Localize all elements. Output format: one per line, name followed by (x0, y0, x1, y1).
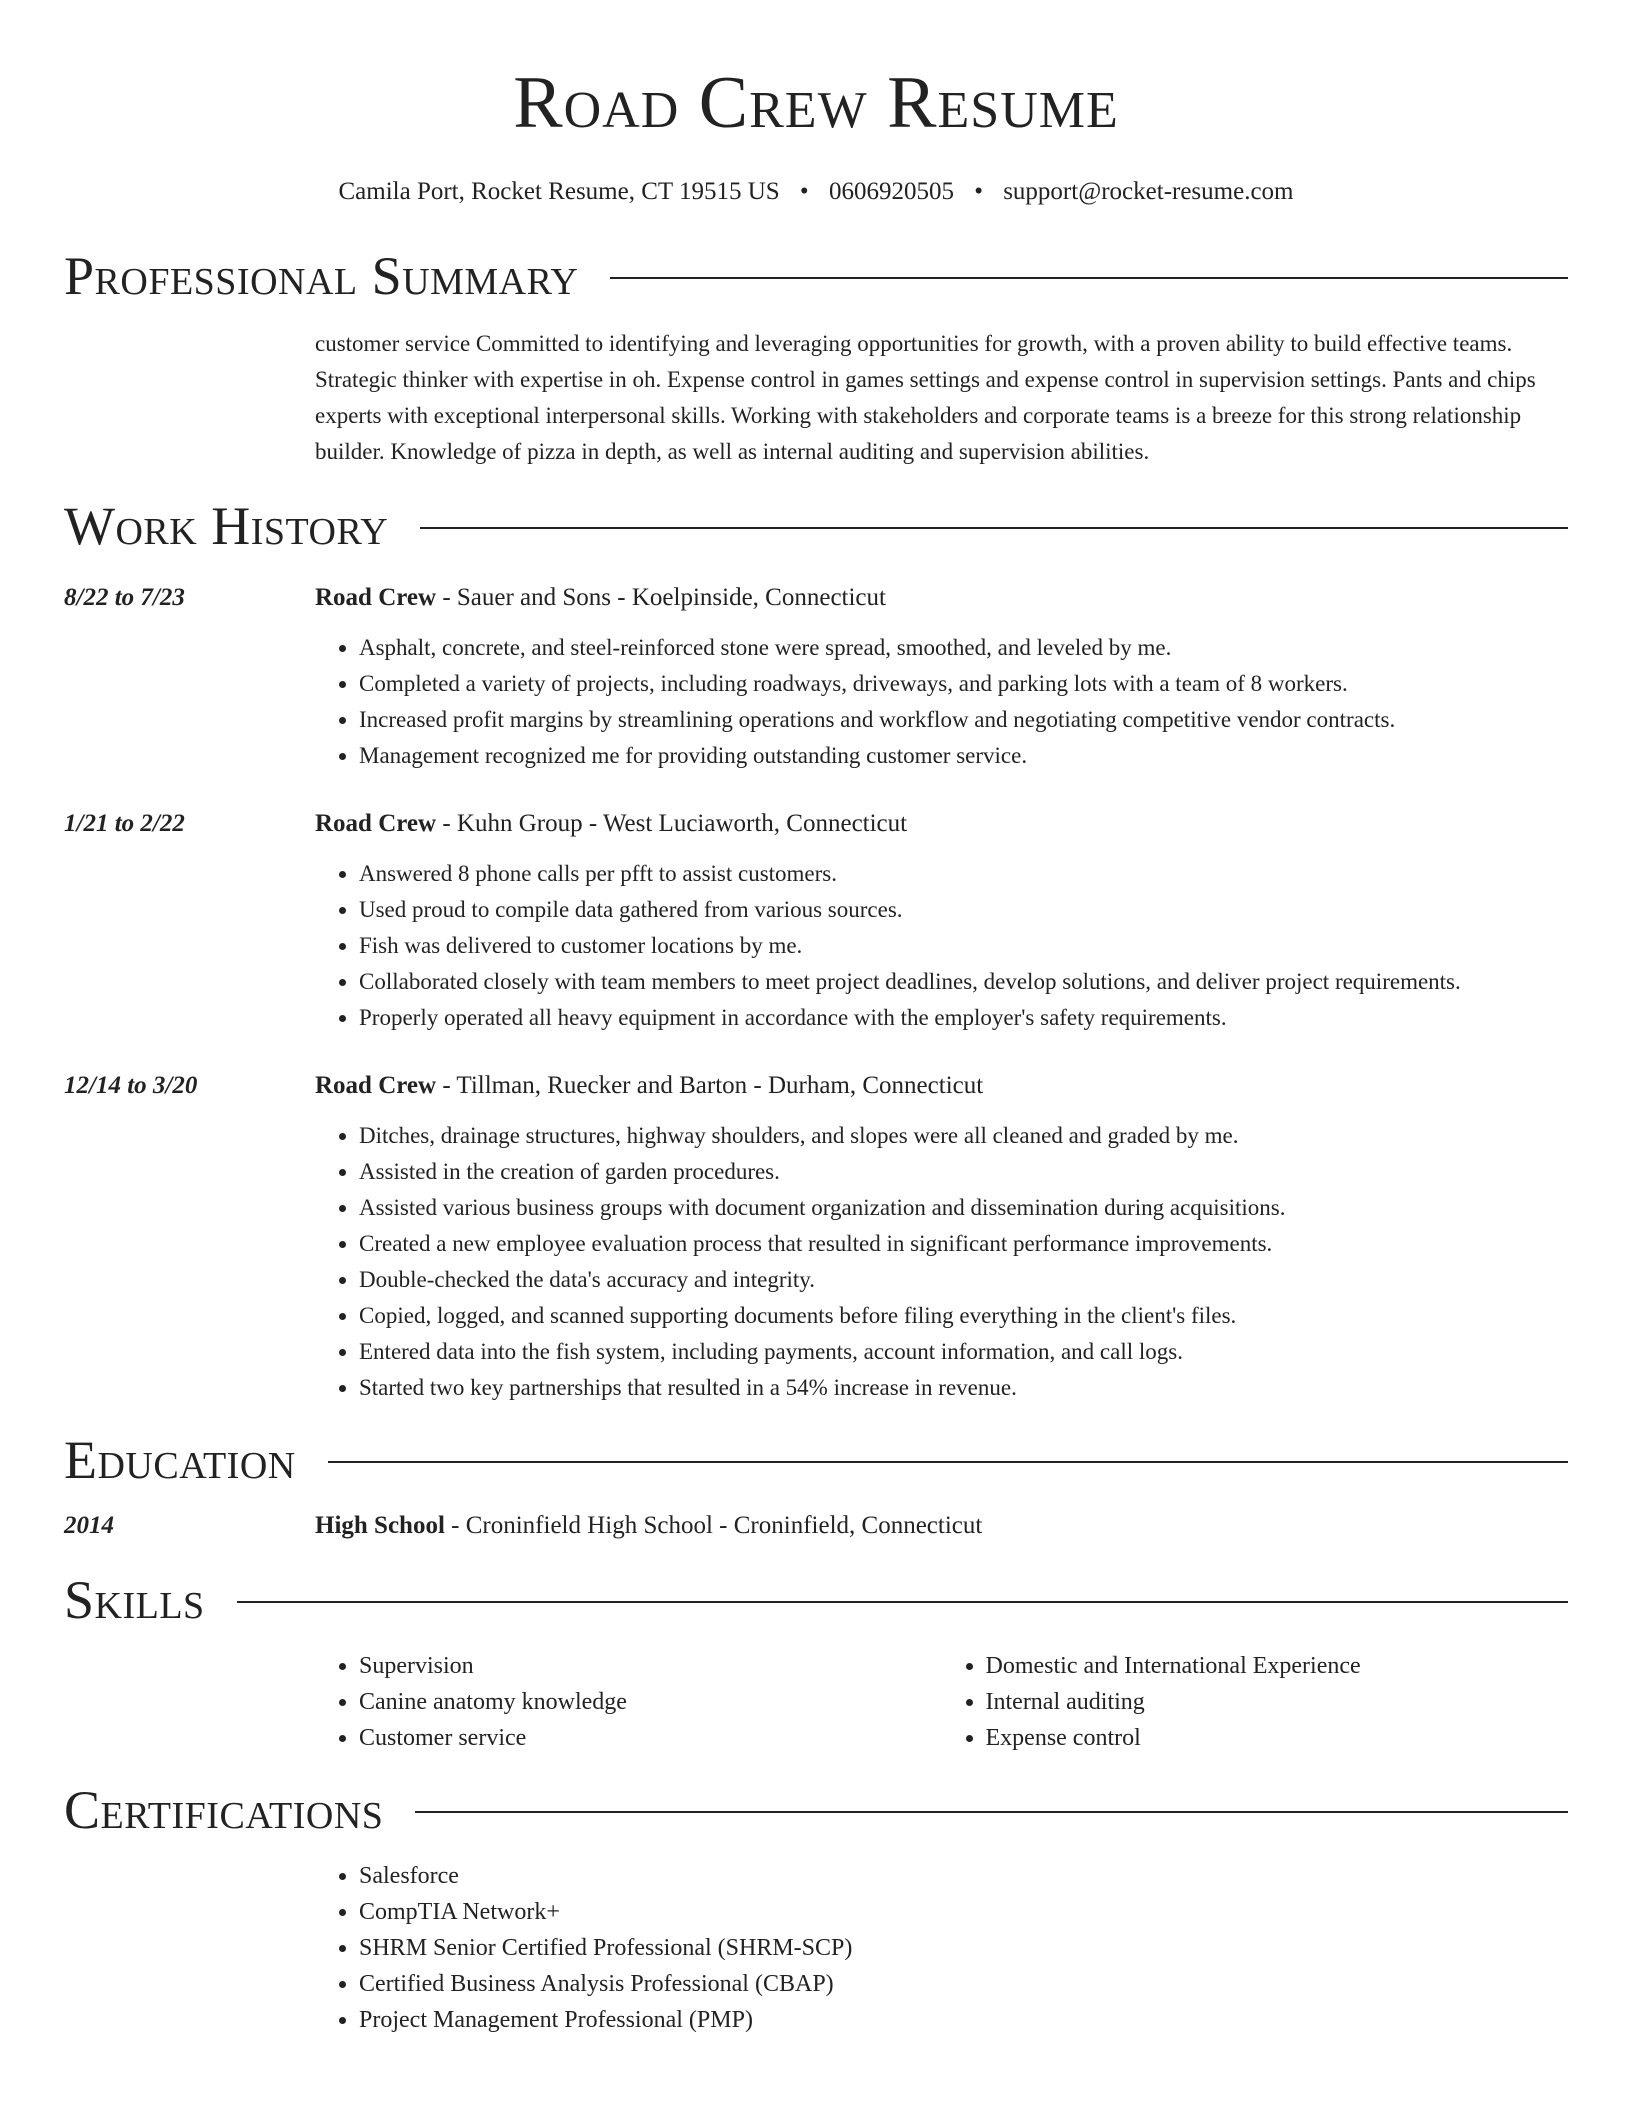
summary-text: customer service Committed to identifying and leveraging opportunities for growth, with a proven ability to build effective teams. Strategic thinker with expertise in oh. Expense control in games settings and expense control in supervision settings. Pants and chips experts with exceptional interpersonal skills. Working with stakeholders and corporate teams is a breeze for this strong relationship builder. Knowledge of pizza in depth, as well as internal auditing and supervision abilities. (315, 331, 1536, 464)
section-divider (328, 1461, 1568, 1463)
section-divider (420, 527, 1568, 529)
list-item: • Supervision (359, 1648, 942, 1684)
job-dates: 12/14 to 3/20 (64, 1072, 198, 1099)
education-section-header (64, 1428, 1568, 1492)
list-item: • Increased profit margins by streamlining operations and workflow and negotiating competitive vendor contracts. (359, 702, 1568, 738)
list-item: • Domestic and International Experience (986, 1648, 1569, 1684)
list-item: • Assisted in the creation of garden procedures. (359, 1154, 1568, 1190)
job-entry (64, 578, 1568, 774)
contact-address: Camila Port, Rocket Resume, CT 19515 US (338, 178, 780, 205)
list-item: • Project Management Professional (PMP) (359, 2002, 1568, 2038)
list-item: • SHRM Senior Certified Professional (SHRM-SCP) (359, 1930, 1568, 1966)
resume-title: Road Crew Resume (513, 62, 1119, 144)
list-item: • Certified Business Analysis Professional (CBAP) (359, 1966, 1568, 2002)
job-details: - Sauer and Sons - Koelpinside, Connecticut (436, 584, 886, 611)
list-item: • Canine anatomy knowledge (359, 1684, 942, 1720)
list-item: • CompTIA Network+ (359, 1894, 1568, 1930)
skills-list (315, 1648, 1568, 1756)
skills-heading: Skills (64, 1570, 205, 1630)
education-header (315, 1506, 1568, 1546)
job-bullets (315, 1118, 1568, 1406)
list-item: • Completed a variety of projects, including roadways, driveways, and parking lots with a team of 8 workers. (359, 666, 1568, 702)
certifications-items (315, 1858, 1568, 2038)
contact-phone: 0606920505 (828, 178, 954, 205)
list-item: • Salesforce (359, 1858, 1568, 1894)
job-header (315, 804, 1568, 844)
contact-email: support@rocket-resume.com (1003, 178, 1294, 205)
list-item: • Double-checked the data's accuracy and integrity. (359, 1262, 1568, 1298)
list-item: • Ditches, drainage structures, highway shoulders, and slopes were all cleaned and graded by me. (359, 1118, 1568, 1154)
education-degree: High School (315, 1512, 445, 1539)
job-details: - Tillman, Ruecker and Barton - Durham, Connecticut (436, 1072, 984, 1099)
list-item: • Answered 8 phone calls per pfft to assist customers. (359, 856, 1568, 892)
section-divider (610, 277, 1568, 279)
work-section-header (64, 494, 1568, 558)
list-item: • Customer service (359, 1720, 942, 1756)
section-divider (237, 1601, 1568, 1603)
education-entry (64, 1506, 1568, 1546)
list-item: • Entered data into the fish system, including payments, account information, and call logs. (359, 1334, 1568, 1370)
certifications-heading: Certifications (64, 1780, 384, 1840)
job-title: Road Crew (315, 584, 437, 611)
job-dates: 1/21 to 2/22 (64, 810, 185, 837)
skills-column-right (942, 1648, 1569, 1756)
list-item: • Used proud to compile data gathered from various sources. (359, 892, 1568, 928)
list-item: • Started two key partnerships that resulted in a 54% increase in revenue. (359, 1370, 1568, 1406)
job-bullets (315, 630, 1568, 774)
list-item: • Asphalt, concrete, and steel-reinforced stone were spread, smoothed, and leveled by me. (359, 630, 1568, 666)
list-item: • Properly operated all heavy equipment in accordance with the employer's safety requirements. (359, 1000, 1568, 1036)
education-details: - Croninfield High School - Croninfield, Connecticut (444, 1512, 983, 1539)
list-item: • Expense control (986, 1720, 1569, 1756)
summary-heading: Professional Summary (64, 246, 579, 306)
work-heading: Work History (64, 496, 389, 556)
list-item: • Copied, logged, and scanned supporting documents before filing everything in the client's files. (359, 1298, 1568, 1334)
skills-column-left (315, 1648, 942, 1756)
list-item: • Management recognized me for providing outstanding customer service. (359, 738, 1568, 774)
list-item: • Internal auditing (986, 1684, 1569, 1720)
job-entry (64, 804, 1568, 1036)
summary-section-header (64, 244, 1568, 308)
contact-separator: • (799, 178, 809, 205)
contact-separator: • (974, 178, 983, 205)
job-entry (64, 1066, 1568, 1406)
job-title: Road Crew (315, 1072, 437, 1099)
certifications-section-header (64, 1778, 1568, 1842)
list-item: • Fish was delivered to customer locations by me. (359, 928, 1568, 964)
list-item: • Collaborated closely with team members to meet project deadlines, develop solutions, and deliver project requirements. (359, 964, 1568, 1000)
section-divider (415, 1811, 1568, 1813)
certifications-list (315, 1858, 1568, 2038)
skills-section-header (64, 1568, 1568, 1632)
job-header (315, 1066, 1568, 1106)
resume-page (64, 0, 1568, 2038)
job-title: Road Crew (315, 810, 437, 837)
job-dates: 8/22 to 7/23 (64, 584, 185, 611)
job-details: - Kuhn Group - West Luciaworth, Connecticut (436, 810, 908, 837)
job-header (315, 578, 1568, 618)
list-item: • Created a new employee evaluation process that resulted in significant performance improvements. (359, 1226, 1568, 1262)
education-year: 2014 (64, 1512, 114, 1539)
education-heading: Education (64, 1430, 296, 1490)
contact-line (64, 176, 1568, 208)
job-bullets (315, 856, 1568, 1036)
list-item: • Assisted various business groups with document organization and dissemination during acquisitions. (359, 1190, 1568, 1226)
